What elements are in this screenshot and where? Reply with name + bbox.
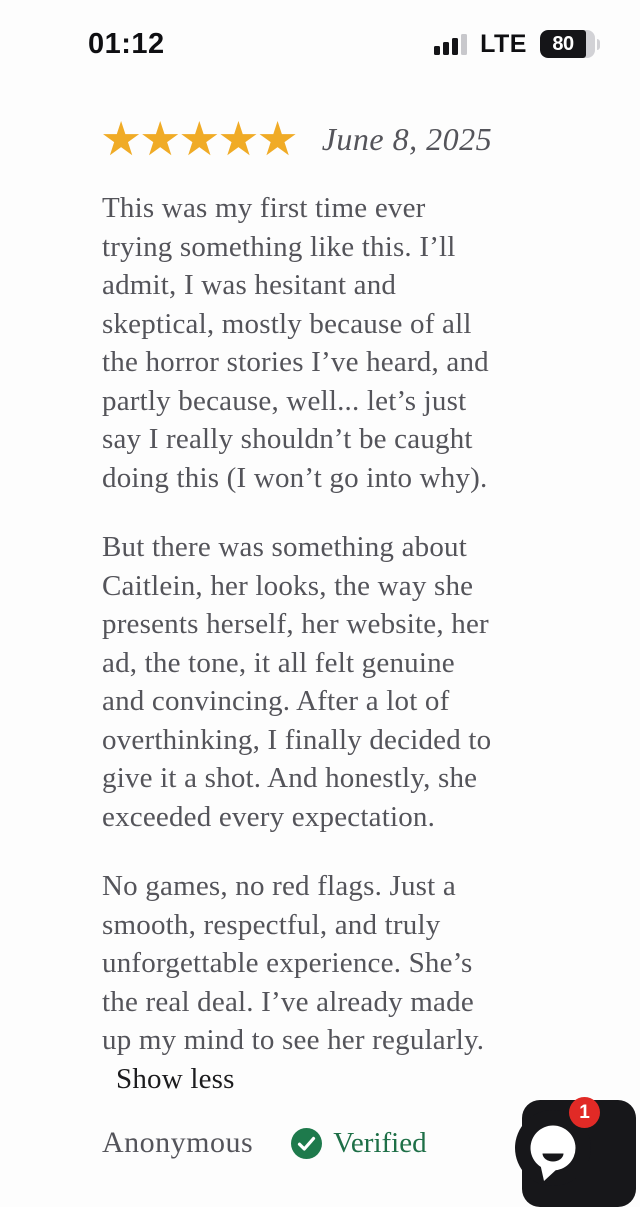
status-bar [0, 0, 640, 62]
signal-strength-icon [434, 33, 467, 55]
show-less-link[interactable]: Show less [116, 1062, 235, 1095]
chat-widget-button[interactable] [514, 1097, 638, 1207]
review-body [102, 189, 640, 1060]
battery-cap [597, 39, 600, 50]
review-paragraph: This was my first time ever trying something like this. I’ll admit, I was hesitant and skeptical, mostly because of all the horror stories I’ve heard, and partly because, well... let’s just say I really shouldn’t be caught doing this (I won’t go into why). [102, 192, 489, 494]
battery-icon [540, 30, 600, 58]
verified-check-icon [291, 1128, 322, 1159]
review-header [100, 112, 640, 167]
clock-time: 01:12 [88, 27, 165, 60]
network-type-label: LTE [480, 29, 527, 58]
review-date: June 8, 2025 [321, 121, 493, 157]
battery-percent: 80 [552, 32, 574, 55]
review-paragraph: But there was something about Caitlein, her looks, the way she presents herself, her website, her ad, the tone, it all felt genuine and convincing. After a lot of overthinking, I finally decided to give it a shot. And honestly, she exceeded every expectation. [102, 531, 492, 833]
verified-badge [291, 1127, 426, 1160]
status-icons [434, 30, 600, 59]
author-name: Anonymous [102, 1126, 254, 1159]
review-paragraph: No games, no red flags. Just a smooth, respectful, and truly unforgettable experience. She’s the real deal. I’ve already made up my mind to see her regularly. [102, 870, 485, 1056]
verified-label: Verified [333, 1126, 427, 1159]
notification-badge: 1 [569, 1097, 600, 1128]
star-rating: ★★★★★ [100, 112, 296, 167]
